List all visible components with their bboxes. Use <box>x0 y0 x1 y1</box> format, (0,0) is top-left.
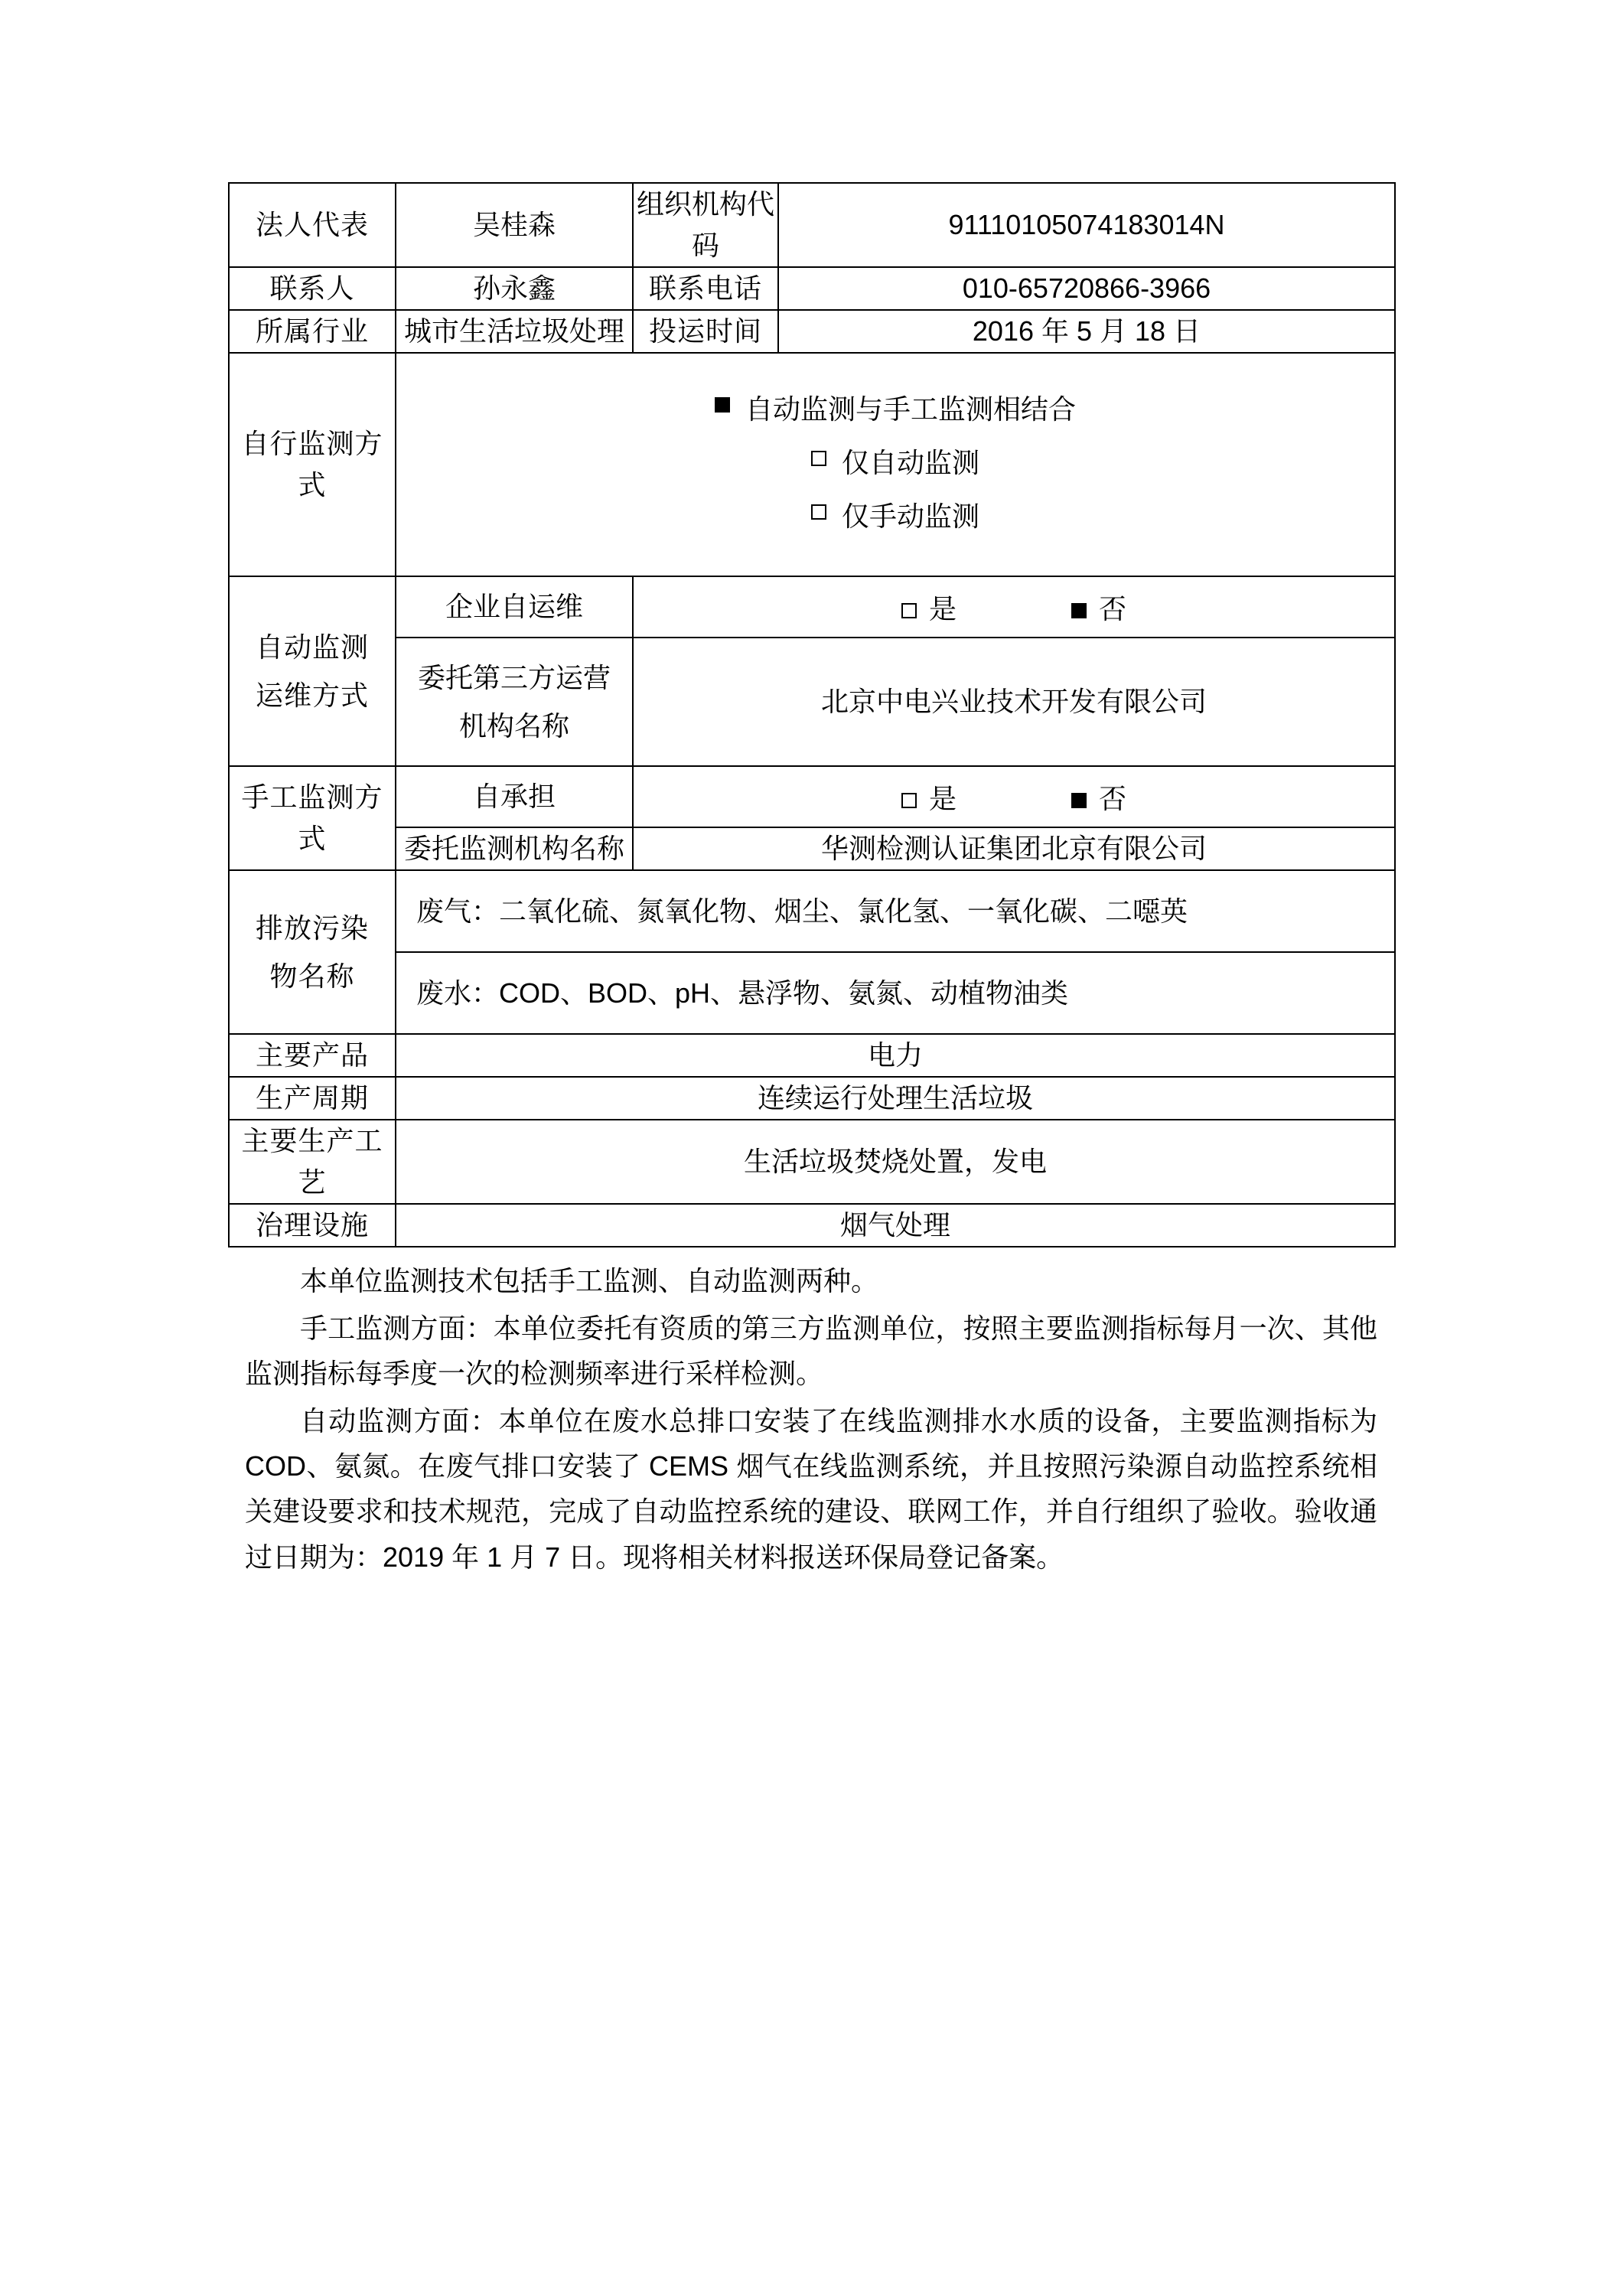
self-monitoring-options <box>396 353 1395 576</box>
row-value-main-process: 生活垃圾焚烧处置，发电 <box>396 1120 1395 1204</box>
manual-ops-self-bear-yes[interactable] <box>901 785 957 813</box>
row-label-phone: 联系电话 <box>633 267 778 310</box>
row-label-legal-rep: 法人代表 <box>229 183 396 267</box>
form-sheet <box>228 182 1394 1589</box>
manual-ops-self-bear-label: 自承担 <box>396 766 633 827</box>
checkbox-checked-icon[interactable] <box>715 397 730 413</box>
row-value-treatment-facility: 烟气处理 <box>396 1204 1395 1247</box>
pollutants-label-text: 排放污染物名称 <box>255 912 369 993</box>
pollutants-air-text: 废气：二氧化硫、氮氧化物、烟尘、氯化氢、一氧化碳、二噁英 <box>416 895 1188 927</box>
note-paragraph-3: 自动监测方面：本单位在废水总排口安装了在线监测排水水质的设备，主要监测指标为 COD、氨氮。在废气排口安装了 CEMS 烟气在线监测系统，并且按照污染源自动监控系统相关建设要求和技术规范，完成了自动监控系统的建设、联网工作，并自行组织了验收。验收通过日期为：2019 年 1 月 7 日。现将相关材料报送环保局登记备案。 <box>245 1404 1377 1573</box>
pollutants-water-text: 废水：COD、BOD、pH、悬浮物、氨氮、动植物油类 <box>416 977 1069 1009</box>
row-value-production-cycle: 连续运行处理生活垃圾 <box>396 1077 1395 1120</box>
manual-ops-self-bear-no[interactable] <box>1071 785 1126 813</box>
note-paragraph-1: 本单位监测技术包括手工监测、自动监测两种。 <box>300 1265 879 1297</box>
yes-label: 是 <box>928 783 957 814</box>
checkbox-unchecked-icon[interactable] <box>811 451 826 466</box>
row-label-org-code: 组织机构代码 <box>633 183 778 267</box>
auto-ops-self-run-yes[interactable] <box>901 595 957 623</box>
self-monitoring-option-auto-only[interactable] <box>404 442 1387 484</box>
option-label: 自动监测与手工监测相结合 <box>745 393 1076 425</box>
row-value-legal-rep: 吴桂森 <box>396 183 633 267</box>
row-value-org-code: 91110105074183014N <box>778 183 1395 267</box>
auto-ops-self-run-no[interactable] <box>1071 595 1126 623</box>
no-label: 否 <box>1099 593 1127 625</box>
row-value-phone: 010-65720866-3966 <box>778 267 1395 310</box>
manual-ops-self-bear-choice <box>633 766 1395 827</box>
pollutants-label <box>229 870 396 1034</box>
checkbox-checked-icon[interactable] <box>1071 603 1087 618</box>
auto-ops-third-party-row <box>229 638 1395 766</box>
row-label-main-process: 主要生产工艺 <box>229 1120 396 1204</box>
auto-ops-label <box>229 576 396 766</box>
table-row <box>229 267 1395 310</box>
auto-ops-third-party-label-text: 委托第三方运营机构名称 <box>417 662 611 742</box>
no-label: 否 <box>1099 783 1127 814</box>
table-row <box>229 1077 1395 1120</box>
row-label-main-product: 主要产品 <box>229 1034 396 1077</box>
manual-ops-agency-row <box>229 827 1395 870</box>
manual-ops-agency-value: 华测检测认证集团北京有限公司 <box>633 827 1395 870</box>
row-value-main-product: 电力 <box>396 1034 1395 1077</box>
row-label-treatment-facility: 治理设施 <box>229 1204 396 1247</box>
auto-ops-third-party-value: 北京中电兴业技术开发有限公司 <box>633 638 1395 766</box>
auto-ops-self-run-row <box>229 576 1395 638</box>
checkbox-unchecked-icon[interactable] <box>901 793 917 808</box>
table-row <box>229 1204 1395 1247</box>
row-label-contact: 联系人 <box>229 267 396 310</box>
row-value-start-date: 2016 年 5 月 18 日 <box>778 310 1395 353</box>
row-label-industry: 所属行业 <box>229 310 396 353</box>
table-row <box>229 183 1395 267</box>
checkbox-unchecked-icon[interactable] <box>811 504 826 520</box>
self-monitoring-label: 自行监测方式 <box>229 353 396 576</box>
note-paragraph-2: 手工监测方面：本单位委托有资质的第三方监测单位，按照主要监测指标每月一次、其他监测指标每季度一次的检测频率进行采样检测。 <box>245 1312 1377 1390</box>
checkbox-unchecked-icon[interactable] <box>901 603 917 618</box>
row-label-start-date: 投运时间 <box>633 310 778 353</box>
self-monitoring-option-manual-only[interactable] <box>404 496 1387 537</box>
pollutants-water-row <box>229 952 1395 1034</box>
row-label-production-cycle: 生产周期 <box>229 1077 396 1120</box>
option-label: 仅手动监测 <box>841 501 979 532</box>
pollutants-water-value <box>396 952 1395 1034</box>
pollutants-air-row <box>229 870 1395 952</box>
enterprise-info-table <box>228 182 1396 1247</box>
manual-ops-agency-label: 委托监测机构名称 <box>396 827 633 870</box>
auto-ops-self-run-choice <box>633 576 1395 638</box>
checkbox-checked-icon[interactable] <box>1071 793 1087 808</box>
manual-ops-label: 手工监测方式 <box>229 766 396 870</box>
table-row <box>229 310 1395 353</box>
self-monitoring-option-combined[interactable] <box>404 389 1387 430</box>
row-value-contact: 孙永鑫 <box>396 267 633 310</box>
auto-ops-self-run-label: 企业自运维 <box>396 576 633 638</box>
self-monitoring-row <box>229 353 1395 576</box>
monitoring-note <box>228 1247 1394 1589</box>
yes-label: 是 <box>928 593 957 625</box>
auto-ops-third-party-label <box>396 638 633 766</box>
row-value-industry: 城市生活垃圾处理 <box>396 310 633 353</box>
manual-ops-self-bear-row <box>229 766 1395 827</box>
pollutants-air-value <box>396 870 1395 952</box>
option-label: 仅自动监测 <box>841 447 979 478</box>
table-row <box>229 1120 1395 1204</box>
table-row <box>229 1034 1395 1077</box>
auto-ops-label-text: 自动监测运维方式 <box>255 631 369 711</box>
